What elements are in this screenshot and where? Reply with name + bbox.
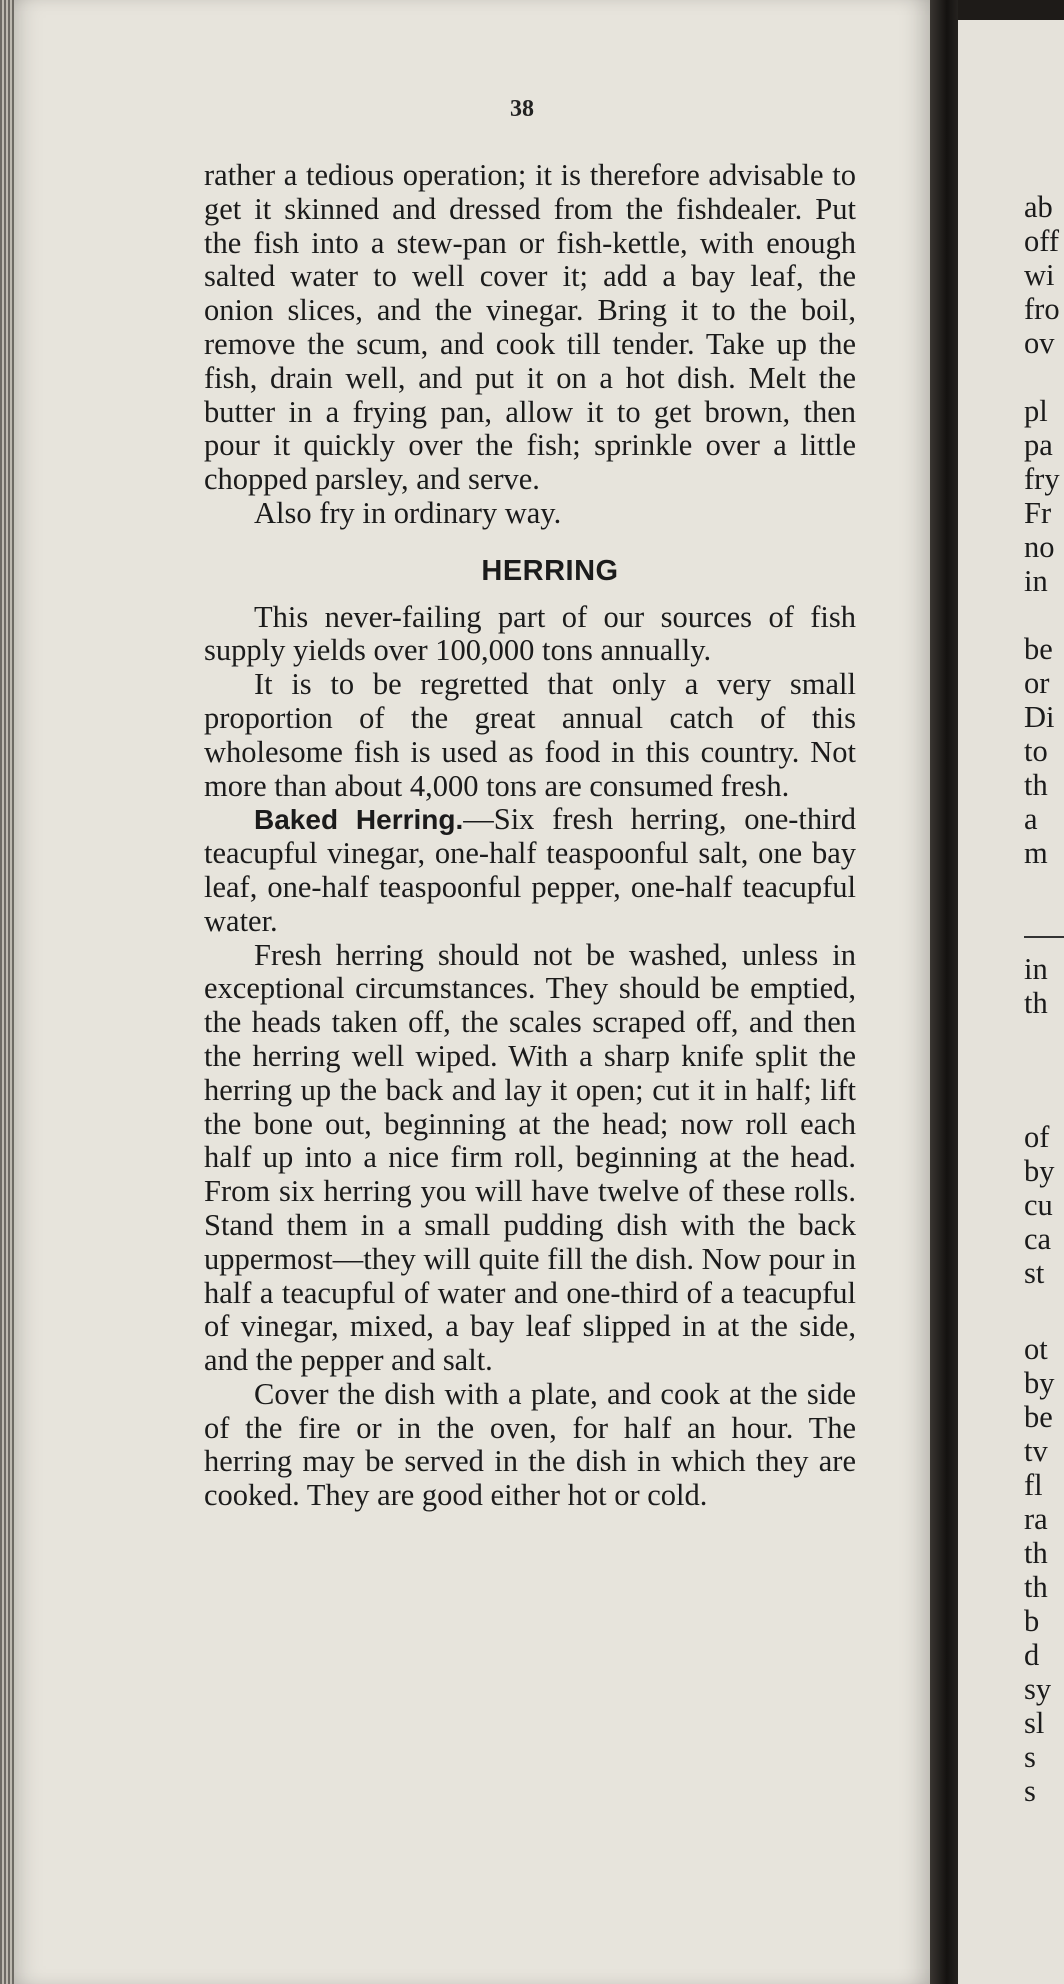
right-page-fragment: in — [1024, 952, 1048, 986]
right-page-fragment: by — [1024, 1366, 1055, 1400]
right-page-fragment: cu — [1024, 1188, 1053, 1222]
paragraph: rather a tedious operation; it is therefore advisable to get it skinned and dressed from the fishdealer. Put the fish into a stew-pan or fish-kettle, with enough salted water to well cover it; add a bay leaf, the onion slices, and the vinegar. Bring it to the boil, remove the scum, and cook till tender. Take up the fish, drain well, and put it on a hot dish. Melt the butter in a frying pan, allow it to get brown, then pour it quickly over the fish; sprinkle over a little chopped parsley, and serve. — [204, 158, 856, 497]
right-page-fragment: wi — [1024, 258, 1055, 292]
right-page-fragment: ra — [1024, 1502, 1048, 1536]
paragraph: It is to be regretted that only a very small proportion of the great annual catch of this wholesome fish is used as food in this country. Not more than about 4,000 tons are consumed fresh. — [204, 667, 856, 803]
right-page-fragment: ca — [1024, 1222, 1052, 1256]
right-page-fragment: Fr — [1024, 496, 1052, 530]
right-page-fragment: fro — [1024, 292, 1060, 326]
right-page-fragment: or — [1024, 666, 1050, 700]
right-page-fragment: fry — [1024, 462, 1060, 496]
right-page-fragment: b — [1024, 1604, 1040, 1638]
right-page-fragment: to — [1024, 734, 1048, 768]
right-page-fragment: pa — [1024, 428, 1053, 462]
divider-rule — [1024, 936, 1064, 938]
page-number: 38 — [510, 96, 534, 122]
paragraph: This never-failing part of our sources of fish supply yields over 100,000 tons annually. — [204, 599, 856, 668]
right-page-fragment: tv — [1024, 1434, 1048, 1468]
right-page-fragment: th — [1024, 986, 1048, 1020]
paragraph: Cover the dish with a plate, and cook at the side of the fire or in the oven, for half an hour. The herring may be served in the dish in which they are cooked. They are good either hot or cold. — [204, 1376, 856, 1513]
page-edge — [0, 0, 14, 1984]
right-page-fragment: th — [1024, 1536, 1048, 1570]
right-page-fragment: sl — [1024, 1706, 1045, 1740]
right-page-fragment: s — [1024, 1740, 1036, 1774]
right-page-fragment: pl — [1024, 394, 1048, 428]
body-text — [204, 159, 856, 1513]
recipe-ingredients: —Six fresh herring, one-third teacupful vinegar, one-half teaspoonful salt, one bay leaf, one-half teaspoonful pepper, one-half teacupful water. — [204, 802, 857, 938]
paragraph: Fresh herring should not be washed, unless in exceptional circumstances. They should be emptied, the heads taken off, the scales scraped off, and then the herring well wiped. With a sharp knife split the herring up the back and lay it open; cut it in half; lift the bone out, beginning at the head; now roll each half up into a nice firm roll, beginning at the head. From six herring you will have twelve of these rolls. Stand them in a small pudding dish with the back uppermost—they will quite fill the dish. Now pour in half a teacupful of water and one-third of a teacupful of vinegar, mixed, a bay leaf slipped in at the side, and the pepper and salt. — [204, 937, 856, 1378]
right-page — [958, 20, 1064, 1984]
right-page-fragment: sy — [1024, 1672, 1052, 1706]
section-heading: HERRING — [481, 554, 619, 587]
right-page-fragment: d — [1024, 1638, 1040, 1672]
right-page-fragment: be — [1024, 1400, 1053, 1434]
right-page-fragment: no — [1024, 530, 1055, 564]
right-page-fragment: s — [1024, 1774, 1036, 1808]
right-page-fragment: th — [1024, 768, 1048, 802]
right-page-fragment: by — [1024, 1154, 1055, 1188]
right-page-fragment: th — [1024, 1570, 1048, 1604]
right-page-fragment: be — [1024, 632, 1053, 666]
right-page-fragment: ot — [1024, 1332, 1048, 1366]
right-page-fragment: a — [1024, 802, 1038, 836]
right-page-fragment: Di — [1024, 700, 1055, 734]
right-page-fragment: of — [1024, 1120, 1050, 1154]
right-page-fragment: off — [1024, 224, 1060, 258]
book-gutter — [930, 0, 958, 1984]
right-page-fragment: fl — [1024, 1468, 1043, 1502]
right-page-fragment: m — [1024, 836, 1048, 870]
right-page-fragment: ab — [1024, 190, 1053, 224]
right-page-fragment: st — [1024, 1256, 1045, 1290]
recipe-paragraph — [204, 803, 856, 938]
right-page-fragment: ov — [1024, 326, 1055, 360]
right-page-fragment: in — [1024, 564, 1048, 598]
paragraph: Also fry in ordinary way. — [254, 495, 562, 530]
recipe-title: Baked Herring. — [254, 804, 464, 836]
